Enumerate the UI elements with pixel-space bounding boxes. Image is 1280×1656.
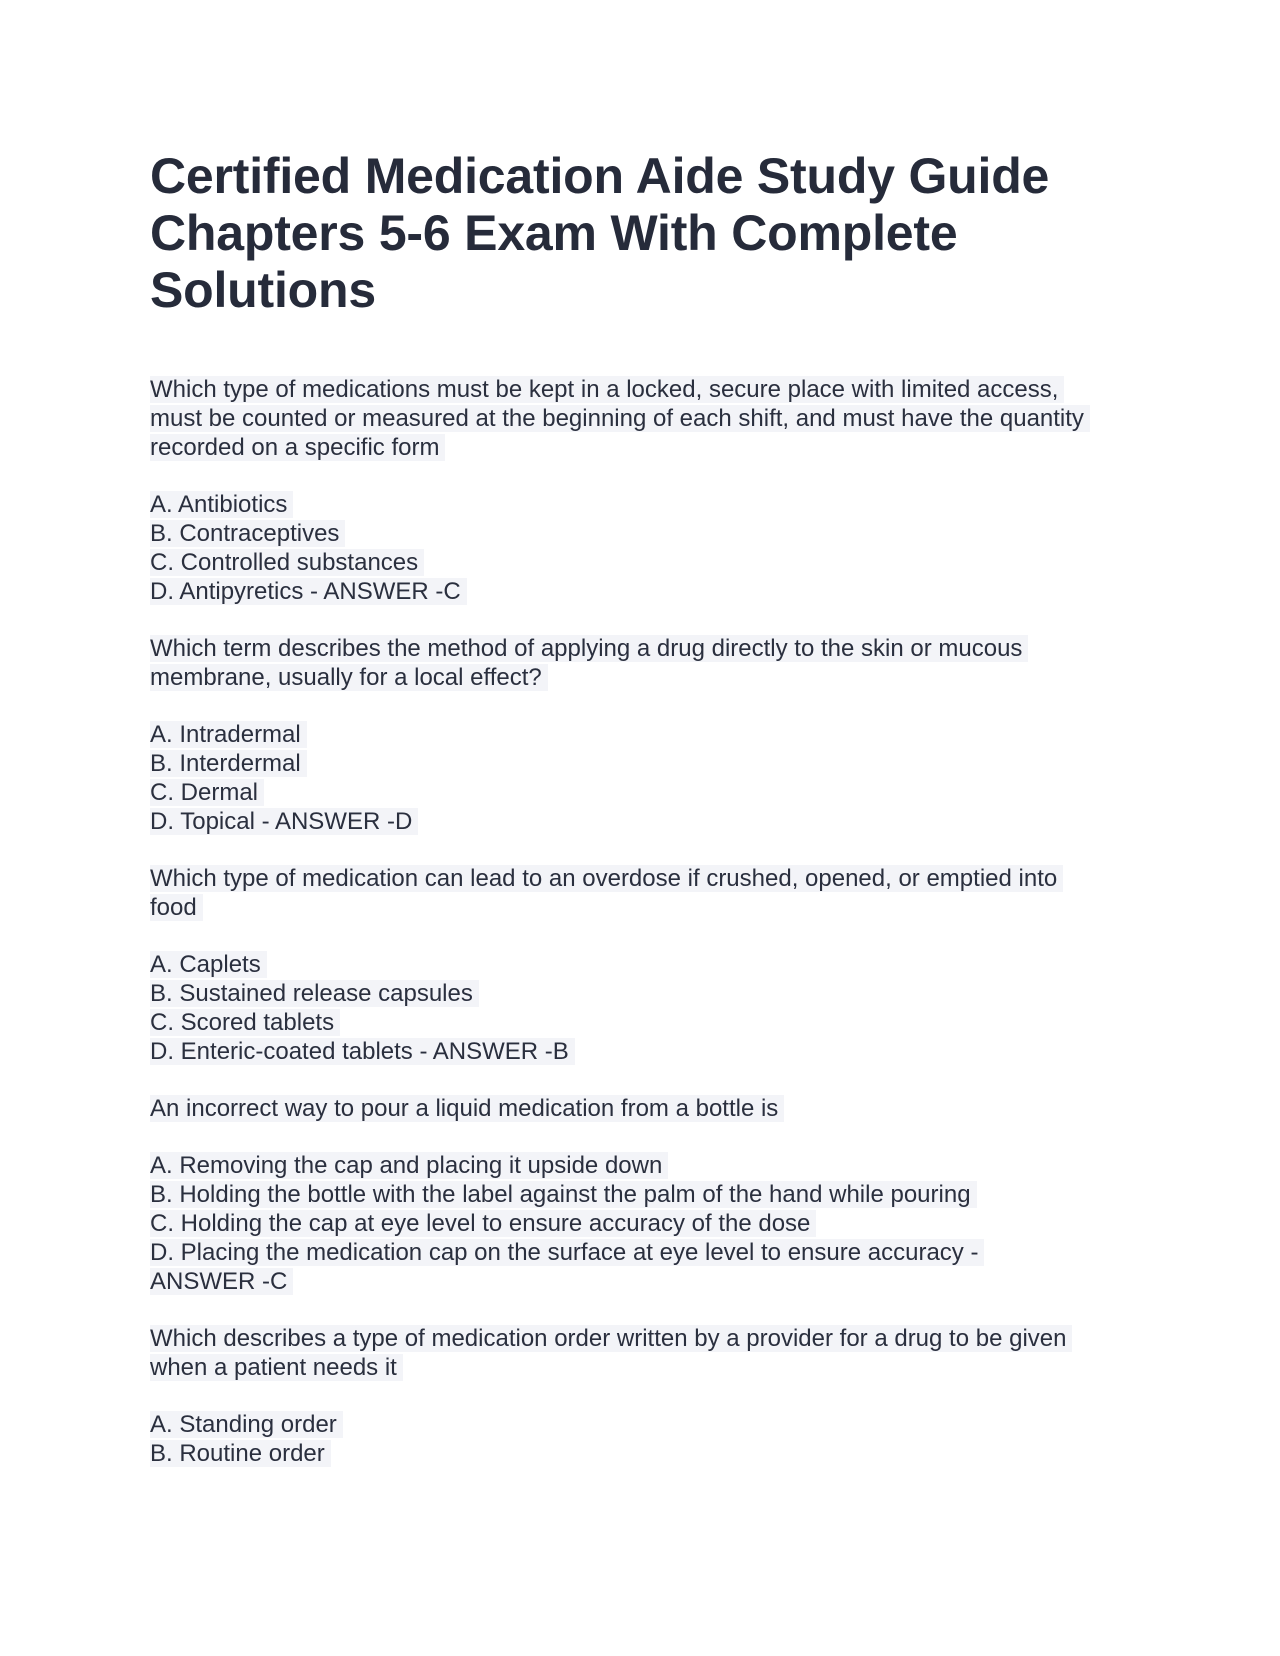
stem-line: Which type of medication can lead to an overdose if crushed, opened, or emptied into <box>150 865 1063 892</box>
title-line: Solutions <box>150 262 376 318</box>
stem-line: membrane, usually for a local effect? <box>150 664 548 691</box>
question-stem <box>150 864 1140 922</box>
option-line: B. Holding the bottle with the label against the palm of the hand while pouring <box>150 1181 977 1208</box>
question-stem <box>150 375 1140 462</box>
option-line: D. Placing the medication cap on the surface at eye level to ensure accuracy - <box>150 1239 984 1266</box>
question-stem <box>150 1324 1140 1382</box>
option-line-answer: D. Topical - ANSWER -D <box>150 808 418 835</box>
title-line: Chapters 5-6 Exam With Complete <box>150 205 958 261</box>
answer-options <box>150 490 1140 606</box>
stem-line: food <box>150 894 203 921</box>
option-line: A. Removing the cap and placing it upside down <box>150 1152 668 1179</box>
option-line: C. Holding the cap at eye level to ensure accuracy of the dose <box>150 1210 816 1237</box>
answer-options <box>150 720 1140 836</box>
stem-line: Which describes a type of medication order written by a provider for a drug to be given <box>150 1325 1072 1352</box>
option-line: B. Routine order <box>150 1440 331 1467</box>
stem-line: recorded on a specific form <box>150 434 445 461</box>
document-page <box>150 148 1140 1496</box>
question-stem <box>150 634 1140 692</box>
option-line: A. Standing order <box>150 1411 343 1438</box>
answer-options <box>150 1151 1140 1296</box>
option-line: C. Controlled substances <box>150 549 424 576</box>
option-line: C. Dermal <box>150 779 264 806</box>
option-line-answer: D. Enteric-coated tablets - ANSWER -B <box>150 1038 575 1065</box>
stem-line: Which type of medications must be kept in a locked, secure place with limited access, <box>150 376 1064 403</box>
question-stem <box>150 1094 1140 1123</box>
option-line: B. Sustained release capsules <box>150 980 479 1007</box>
stem-line: must be counted or measured at the beginning of each shift, and must have the quantity <box>150 405 1090 432</box>
stem-line: Which term describes the method of applying a drug directly to the skin or mucous <box>150 635 1028 662</box>
question-3 <box>150 864 1140 1066</box>
question-2 <box>150 634 1140 836</box>
answer-options <box>150 1410 1140 1468</box>
document-title <box>150 148 1140 319</box>
stem-line: An incorrect way to pour a liquid medication from a bottle is <box>150 1095 784 1122</box>
stem-line: when a patient needs it <box>150 1354 403 1381</box>
option-line-answer: ANSWER -C <box>150 1268 293 1295</box>
question-list <box>150 375 1140 1468</box>
question-1 <box>150 375 1140 606</box>
title-line: Certified Medication Aide Study Guide <box>150 148 1050 204</box>
answer-options <box>150 950 1140 1066</box>
option-line: A. Antibiotics <box>150 491 293 518</box>
question-4 <box>150 1094 1140 1296</box>
option-line: C. Scored tablets <box>150 1009 340 1036</box>
option-line: A. Caplets <box>150 951 267 978</box>
option-line: A. Intradermal <box>150 721 307 748</box>
option-line: B. Contraceptives <box>150 520 345 547</box>
option-line: B. Interdermal <box>150 750 307 777</box>
question-5 <box>150 1324 1140 1468</box>
option-line-answer: D. Antipyretics - ANSWER -C <box>150 578 467 605</box>
